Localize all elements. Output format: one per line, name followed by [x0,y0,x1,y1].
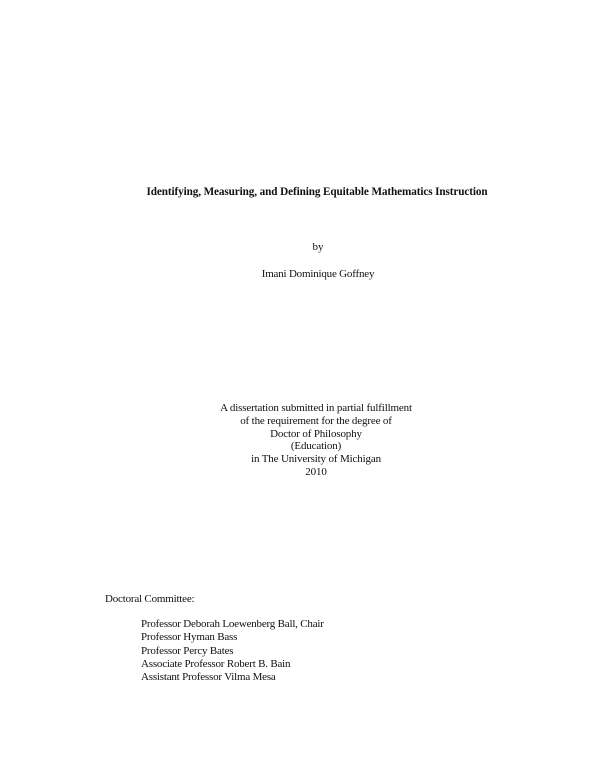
year: 2010 [305,465,327,478]
committee-list [141,618,324,684]
committee-member: Associate Professor Robert B. Bain [141,657,291,670]
degree-field: (Education) [290,440,342,453]
committee-member: Professor Percy Bates [141,644,234,657]
committee-member: Professor Hyman Bass [141,631,238,644]
author-name: Imani Dominique Goffney [261,268,375,280]
statement-line: A dissertation submitted in partial fulfillment [220,402,412,414]
degree-statement [0,402,600,479]
committee-member: Professor Deborah Loewenberg Ball, Chair [141,618,324,630]
statement-line: of the requirement for the degree of [240,414,392,427]
university: in The University of Michigan [251,453,381,466]
committee-label: Doctoral Committee: [105,593,195,605]
committee-member: Assistant Professor Vilma Mesa [141,671,276,684]
dissertation-title: Identifying, Measuring, and Defining Equitable Mathematics Instruction [146,186,488,198]
by-line: by [312,241,324,253]
degree-name: Doctor of Philosophy [270,427,362,440]
